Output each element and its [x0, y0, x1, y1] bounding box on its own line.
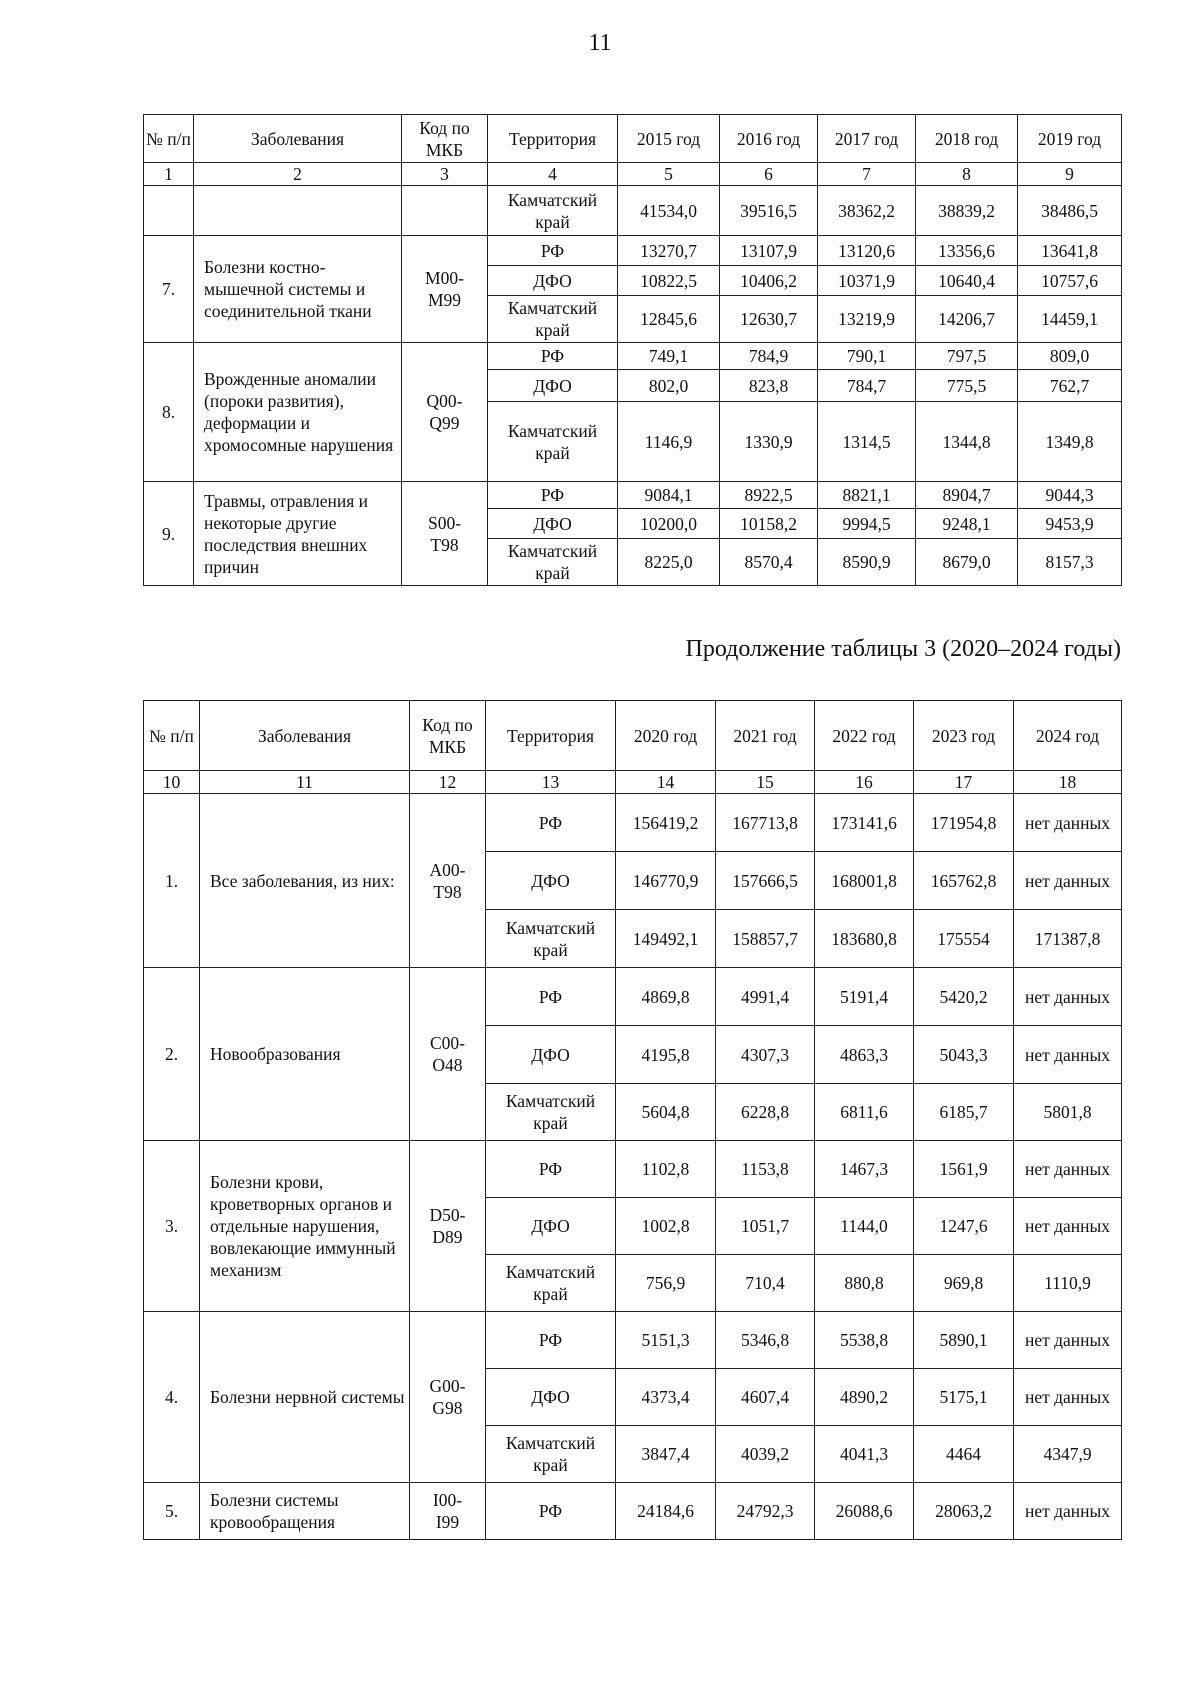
value-cell: 14459,1 [1018, 296, 1122, 343]
value-cell: 8225,0 [618, 539, 720, 586]
value-cell: 1561,9 [914, 1141, 1014, 1198]
territory-cell: ДФО [486, 1198, 616, 1255]
value-cell: 10158,2 [720, 509, 818, 539]
empty-cell [402, 186, 488, 236]
page-number: 11 [588, 30, 612, 56]
disease-name: Все заболевания, из них: [200, 794, 410, 968]
column-header: 2018 год [916, 115, 1018, 163]
value-cell: 4039,2 [716, 1426, 815, 1483]
value-cell: 1330,9 [720, 402, 818, 482]
icd-code: C00-O48 [410, 968, 486, 1141]
value-cell: 1110,9 [1014, 1255, 1122, 1312]
territory-cell: Камчатский край [488, 539, 618, 586]
value-cell: 8157,3 [1018, 539, 1122, 586]
column-number: 16 [815, 771, 914, 794]
territory-cell: РФ [486, 968, 616, 1026]
row-number: 8. [144, 343, 194, 482]
value-cell: 12630,7 [720, 296, 818, 343]
territory-cell: РФ [488, 343, 618, 370]
value-cell: 9084,1 [618, 482, 720, 509]
value-cell: 157666,5 [716, 852, 815, 910]
value-cell: 41534,0 [618, 186, 720, 236]
value-cell: 10822,5 [618, 266, 720, 296]
value-cell: 1247,6 [914, 1198, 1014, 1255]
value-cell: 5604,8 [616, 1084, 716, 1141]
column-number: 5 [618, 163, 720, 186]
value-cell: 171954,8 [914, 794, 1014, 852]
territory-cell: ДФО [486, 1026, 616, 1084]
value-cell: 969,8 [914, 1255, 1014, 1312]
value-cell: 797,5 [916, 343, 1018, 370]
icd-code: A00-T98 [410, 794, 486, 968]
icd-code: Q00-Q99 [402, 343, 488, 482]
value-cell: 28063,2 [914, 1483, 1014, 1540]
value-cell: 5890,1 [914, 1312, 1014, 1369]
column-number: 13 [486, 771, 616, 794]
morbidity-table-2015-2019 [143, 114, 1122, 586]
value-cell: 775,5 [916, 370, 1018, 402]
value-cell: 4307,3 [716, 1026, 815, 1084]
table-caption: Продолжение таблицы 3 (2020–2024 годы) [685, 636, 1121, 662]
value-cell: 8679,0 [916, 539, 1018, 586]
value-cell: 13219,9 [818, 296, 916, 343]
column-header: 2016 год [720, 115, 818, 163]
value-cell: нет данных [1014, 1026, 1122, 1084]
table-row [144, 1312, 1122, 1369]
value-cell: нет данных [1014, 852, 1122, 910]
disease-name: Травмы, отравления и некоторые другие последствия внешних причин [194, 482, 402, 586]
column-header: № п/п [144, 701, 200, 771]
column-header: Территория [486, 701, 616, 771]
value-cell: 5346,8 [716, 1312, 815, 1369]
value-cell: 880,8 [815, 1255, 914, 1312]
column-number: 4 [488, 163, 618, 186]
value-cell: 171387,8 [1014, 910, 1122, 968]
value-cell: 762,7 [1018, 370, 1122, 402]
value-cell: 784,7 [818, 370, 916, 402]
territory-cell: ДФО [488, 370, 618, 402]
value-cell: 1314,5 [818, 402, 916, 482]
value-cell: 38839,2 [916, 186, 1018, 236]
disease-name: Болезни костно-мышечной системы и соединительной ткани [194, 236, 402, 343]
value-cell: 1153,8 [716, 1141, 815, 1198]
territory-cell: РФ [486, 794, 616, 852]
value-cell: 38486,5 [1018, 186, 1122, 236]
table-row [144, 968, 1122, 1026]
territory-cell: Камчатский край [486, 1084, 616, 1141]
value-cell: 749,1 [618, 343, 720, 370]
row-number: 5. [144, 1483, 200, 1540]
column-number: 18 [1014, 771, 1122, 794]
value-cell: 4869,8 [616, 968, 716, 1026]
territory-cell: ДФО [488, 509, 618, 539]
territory-cell: ДФО [486, 852, 616, 910]
value-cell: 823,8 [720, 370, 818, 402]
icd-code: S00-T98 [402, 482, 488, 586]
value-cell: 4607,4 [716, 1369, 815, 1426]
value-cell: 5191,4 [815, 968, 914, 1026]
value-cell: 26088,6 [815, 1483, 914, 1540]
territory-cell: РФ [486, 1141, 616, 1198]
empty-cell [194, 186, 402, 236]
column-header: 2024 год [1014, 701, 1122, 771]
value-cell: 39516,5 [720, 186, 818, 236]
value-cell: 1349,8 [1018, 402, 1122, 482]
value-cell: 167713,8 [716, 794, 815, 852]
territory-cell: РФ [488, 482, 618, 509]
disease-name: Болезни системы кровообращения [200, 1483, 410, 1540]
value-cell: 8904,7 [916, 482, 1018, 509]
territory-cell: ДФО [486, 1369, 616, 1426]
column-header: 2022 год [815, 701, 914, 771]
value-cell: 183680,8 [815, 910, 914, 968]
value-cell: 13356,6 [916, 236, 1018, 266]
value-cell: 38362,2 [818, 186, 916, 236]
icd-code: M00-M99 [402, 236, 488, 343]
value-cell: 1344,8 [916, 402, 1018, 482]
table-row [144, 794, 1122, 852]
value-cell: 12845,6 [618, 296, 720, 343]
value-cell: 165762,8 [914, 852, 1014, 910]
table-row [144, 1483, 1122, 1540]
column-header: 2015 год [618, 115, 720, 163]
icd-code: I00-I99 [410, 1483, 486, 1540]
value-cell: 24184,6 [616, 1483, 716, 1540]
column-number: 11 [200, 771, 410, 794]
territory-cell: Камчатский край [486, 910, 616, 968]
column-number: 14 [616, 771, 716, 794]
row-number: 9. [144, 482, 194, 586]
morbidity-table-2020-2024 [143, 700, 1122, 1540]
column-header: № п/п [144, 115, 194, 163]
row-number: 4. [144, 1312, 200, 1483]
value-cell: 13270,7 [618, 236, 720, 266]
territory-cell: Камчатский край [488, 296, 618, 343]
column-header: 2021 год [716, 701, 815, 771]
column-number: 3 [402, 163, 488, 186]
value-cell: 784,9 [720, 343, 818, 370]
value-cell: 156419,2 [616, 794, 716, 852]
value-cell: 3847,4 [616, 1426, 716, 1483]
value-cell: 146770,9 [616, 852, 716, 910]
territory-cell: РФ [486, 1312, 616, 1369]
value-cell: 158857,7 [716, 910, 815, 968]
territory-cell: Камчатский край [488, 402, 618, 482]
value-cell: 1051,7 [716, 1198, 815, 1255]
value-cell: 10200,0 [618, 509, 720, 539]
value-cell: 1102,8 [616, 1141, 716, 1198]
value-cell: 9044,3 [1018, 482, 1122, 509]
value-cell: нет данных [1014, 794, 1122, 852]
row-number: 7. [144, 236, 194, 343]
value-cell: 6228,8 [716, 1084, 815, 1141]
value-cell: 9994,5 [818, 509, 916, 539]
value-cell: 24792,3 [716, 1483, 815, 1540]
row-number: 2. [144, 968, 200, 1141]
icd-code: D50-D89 [410, 1141, 486, 1312]
value-cell: 5538,8 [815, 1312, 914, 1369]
value-cell: 8570,4 [720, 539, 818, 586]
value-cell: 5043,3 [914, 1026, 1014, 1084]
value-cell: 1146,9 [618, 402, 720, 482]
value-cell: нет данных [1014, 1312, 1122, 1369]
column-number: 1 [144, 163, 194, 186]
territory-cell: РФ [486, 1483, 616, 1540]
column-number-row [144, 771, 1122, 794]
value-cell: 13120,6 [818, 236, 916, 266]
column-number: 9 [1018, 163, 1122, 186]
value-cell: 1144,0 [815, 1198, 914, 1255]
value-cell: 175554 [914, 910, 1014, 968]
column-number: 8 [916, 163, 1018, 186]
value-cell: 9248,1 [916, 509, 1018, 539]
territory-cell: ДФО [488, 266, 618, 296]
value-cell: 1002,8 [616, 1198, 716, 1255]
value-cell: 5151,3 [616, 1312, 716, 1369]
value-cell: нет данных [1014, 1369, 1122, 1426]
value-cell: 4991,4 [716, 968, 815, 1026]
value-cell: 4347,9 [1014, 1426, 1122, 1483]
column-number: 6 [720, 163, 818, 186]
disease-name: Болезни нервной системы [200, 1312, 410, 1483]
table-row [144, 236, 1122, 266]
value-cell: 13107,9 [720, 236, 818, 266]
value-cell: 1467,3 [815, 1141, 914, 1198]
disease-name: Болезни крови, кроветворных органов и отдельные нарушения, вовлекающие иммунный механизм [200, 1141, 410, 1312]
value-cell: нет данных [1014, 1198, 1122, 1255]
territory-cell: Камчатский край [486, 1426, 616, 1483]
territory-cell: Камчатский край [486, 1255, 616, 1312]
value-cell: 8590,9 [818, 539, 916, 586]
value-cell: 8922,5 [720, 482, 818, 509]
value-cell: 4464 [914, 1426, 1014, 1483]
value-cell: 10371,9 [818, 266, 916, 296]
column-number: 2 [194, 163, 402, 186]
value-cell: 14206,7 [916, 296, 1018, 343]
value-cell: 5801,8 [1014, 1084, 1122, 1141]
value-cell: 10406,2 [720, 266, 818, 296]
value-cell: 809,0 [1018, 343, 1122, 370]
column-header: Код по МКБ [410, 701, 486, 771]
table-row [144, 482, 1122, 509]
column-number: 10 [144, 771, 200, 794]
column-header: Заболевания [194, 115, 402, 163]
column-header: 2023 год [914, 701, 1014, 771]
value-cell: 790,1 [818, 343, 916, 370]
territory-cell: РФ [488, 236, 618, 266]
column-header: Территория [488, 115, 618, 163]
value-cell: 710,4 [716, 1255, 815, 1312]
value-cell: 6811,6 [815, 1084, 914, 1141]
table-row [144, 343, 1122, 370]
column-number: 7 [818, 163, 916, 186]
value-cell: 802,0 [618, 370, 720, 402]
value-cell: 149492,1 [616, 910, 716, 968]
table-row [144, 1141, 1122, 1198]
value-cell: 5420,2 [914, 968, 1014, 1026]
column-header: Код по МКБ [402, 115, 488, 163]
column-header: 2020 год [616, 701, 716, 771]
value-cell: нет данных [1014, 1483, 1122, 1540]
value-cell: 13641,8 [1018, 236, 1122, 266]
column-header: 2017 год [818, 115, 916, 163]
disease-name: Новообразования [200, 968, 410, 1141]
column-header: Заболевания [200, 701, 410, 771]
column-number: 12 [410, 771, 486, 794]
value-cell: нет данных [1014, 968, 1122, 1026]
column-number: 17 [914, 771, 1014, 794]
value-cell: 4041,3 [815, 1426, 914, 1483]
row-number: 3. [144, 1141, 200, 1312]
value-cell: 4890,2 [815, 1369, 914, 1426]
column-number-row [144, 163, 1122, 186]
value-cell: 173141,6 [815, 794, 914, 852]
value-cell: 4373,4 [616, 1369, 716, 1426]
column-number: 15 [716, 771, 815, 794]
disease-name: Врожденные аномалии (пороки развития), деформации и хромосомные нарушения [194, 343, 402, 482]
value-cell: 9453,9 [1018, 509, 1122, 539]
value-cell: 168001,8 [815, 852, 914, 910]
value-cell: 10640,4 [916, 266, 1018, 296]
column-header: 2019 год [1018, 115, 1122, 163]
icd-code: G00-G98 [410, 1312, 486, 1483]
row-number: 1. [144, 794, 200, 968]
value-cell: 756,9 [616, 1255, 716, 1312]
empty-cell [144, 186, 194, 236]
value-cell: 10757,6 [1018, 266, 1122, 296]
value-cell: 4863,3 [815, 1026, 914, 1084]
table-row [144, 186, 1122, 236]
territory-cell: Камчатский край [488, 186, 618, 236]
value-cell: 4195,8 [616, 1026, 716, 1084]
header-row [144, 701, 1122, 771]
value-cell: 6185,7 [914, 1084, 1014, 1141]
value-cell: нет данных [1014, 1141, 1122, 1198]
value-cell: 8821,1 [818, 482, 916, 509]
header-row [144, 115, 1122, 163]
value-cell: 5175,1 [914, 1369, 1014, 1426]
